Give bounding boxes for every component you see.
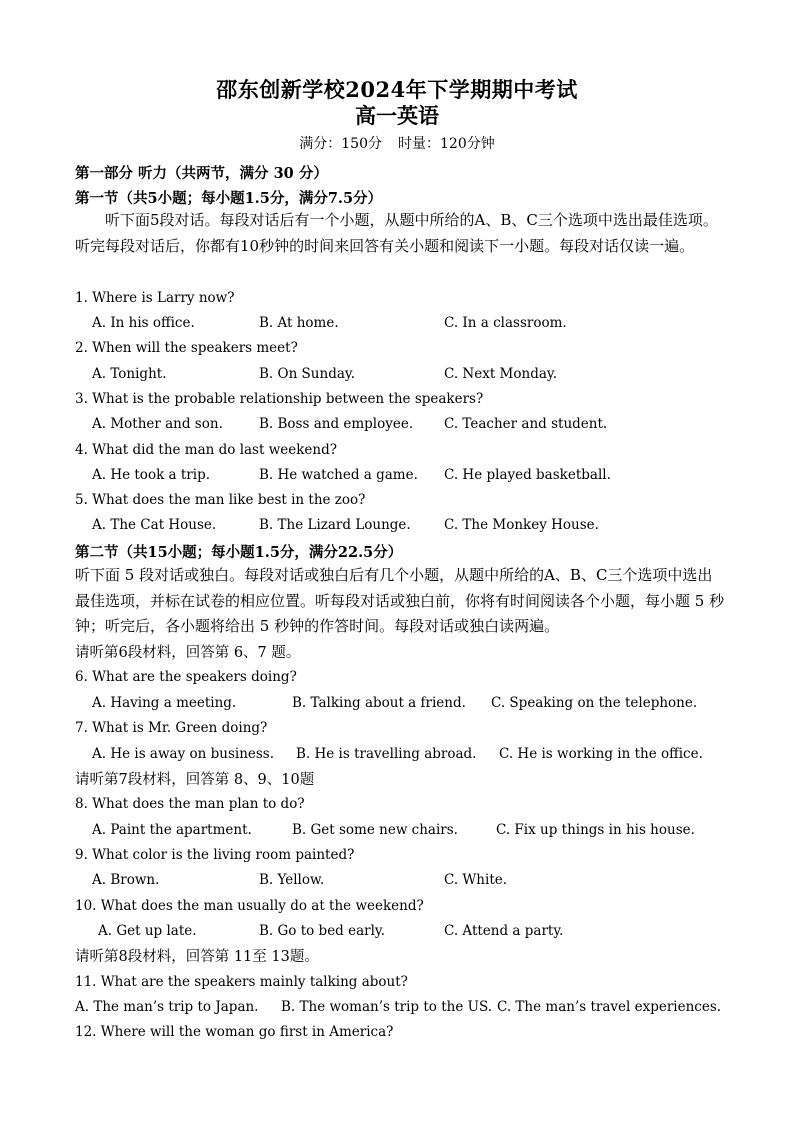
q11-option-c: C. The man’s travel experiences.	[497, 999, 722, 1015]
question-12: 12. Where will the woman go first in America?	[75, 1024, 394, 1040]
q7-option-c: C. He is working in the office.	[499, 746, 703, 762]
exam-meta	[0, 133, 794, 153]
question-4: 4. What did the man do last weekend?	[75, 442, 337, 458]
note-passage-6: 请听第6段材料，回答第 6、7 题。	[75, 645, 301, 661]
subject-title: 高一英语	[355, 103, 439, 128]
q11-option-b: B. The woman’s trip to the US.	[281, 999, 493, 1015]
section2-instructions: 听下面 5 段对话或独白。每段对话或独白后有几个小题，从题中所给的A、B、C三个选项中选出最佳选项，并标在试卷的相应位置。听每段对话或独白前，你将有时间阅读各个小题，每小题 5 秒钟；听完后，各小题将给出 5 秒钟的作答时间。每段对话或独白读两遍。	[75, 566, 725, 635]
time-limit: 时量：120分钟	[398, 136, 495, 152]
q10-option-c: C. Attend a party.	[444, 923, 564, 939]
question-11: 11. What are the speakers mainly talking about?	[75, 974, 408, 990]
section1-instructions: 听下面5段对话。每段对话后有一个小题，从题中所给的A、B、C三个选项中选出最佳选项。听完每段对话后，你都有10秒钟的时间来回答有关小题和阅读下一小题。每段对话仅读一遍。	[75, 211, 718, 255]
q9-option-c: C. White.	[444, 872, 508, 888]
question-6: 6. What are the speakers doing?	[75, 669, 297, 685]
question-5: 5. What does the man like best in the zoo?	[75, 492, 366, 508]
q3-option-a: A. Mother and son.	[92, 416, 223, 432]
q4-option-a: A. He took a trip.	[92, 467, 211, 483]
question-10: 10. What does the man usually do at the weekend?	[75, 898, 424, 914]
q1-option-c: C. In a classroom.	[444, 315, 567, 331]
q3-option-b: B. Boss and employee.	[259, 416, 414, 432]
exam-title: 邵东创新学校2024年下学期期中考试	[216, 77, 578, 102]
q9-option-a: A. Brown.	[92, 872, 160, 888]
q4-option-c: C. He played basketball.	[444, 467, 611, 483]
q2-option-a: A. Tonight.	[92, 366, 167, 382]
q5-option-c: C. The Monkey House.	[444, 517, 599, 533]
q3-option-c: C. Teacher and student.	[444, 416, 608, 432]
q4-option-b: B. He watched a game.	[259, 467, 418, 483]
question-9: 9. What color is the living room painted?	[75, 847, 355, 863]
question-3: 3. What is the probable relationship between the speakers?	[75, 391, 484, 407]
part1-title: 第一部分 听力（共两节，满分 30 分）	[75, 165, 328, 182]
q6-option-b: B. Talking about a friend.	[292, 695, 466, 711]
q1-option-b: B. At home.	[259, 315, 339, 331]
q7-option-b: B. He is travelling abroad.	[296, 746, 477, 762]
q1-option-a: A. In his office.	[92, 315, 195, 331]
question-7: 7. What is Mr. Green doing?	[75, 720, 268, 736]
q8-option-c: C. Fix up things in his house.	[496, 822, 695, 838]
question-1: 1. Where is Larry now?	[75, 290, 235, 306]
q5-option-b: B. The Lizard Lounge.	[259, 517, 411, 533]
section1-title: 第一节（共5小题；每小题1.5分，满分7.5分）	[75, 190, 383, 207]
q2-option-c: C. Next Monday.	[444, 366, 558, 382]
full-score: 满分：150分	[299, 136, 382, 152]
q11-option-a: A. The man’s trip to Japan.	[75, 999, 259, 1015]
q2-option-b: B. On Sunday.	[259, 366, 356, 382]
note-passage-7: 请听第7段材料，回答第 8、9、10题	[75, 772, 315, 788]
note-passage-8: 请听第8段材料，回答第 11至 13题。	[75, 949, 319, 965]
question-8: 8. What does the man plan to do?	[75, 796, 305, 812]
section2-title: 第二节（共15小题；每小题1.5分，满分22.5分）	[75, 544, 403, 561]
q8-option-b: B. Get some new chairs.	[292, 822, 458, 838]
q8-option-a: A. Paint the apartment.	[92, 822, 252, 838]
q6-option-c: C. Speaking on the telephone.	[491, 695, 698, 711]
q5-option-a: A. The Cat House.	[92, 517, 217, 533]
q9-option-b: B. Yellow.	[259, 872, 325, 888]
q10-option-a: A. Get up late.	[98, 923, 197, 939]
q6-option-a: A. Having a meeting.	[92, 695, 237, 711]
question-2: 2. When will the speakers meet?	[75, 340, 298, 356]
q10-option-b: B. Go to bed early.	[259, 923, 386, 939]
q7-option-a: A. He is away on business.	[92, 746, 275, 762]
